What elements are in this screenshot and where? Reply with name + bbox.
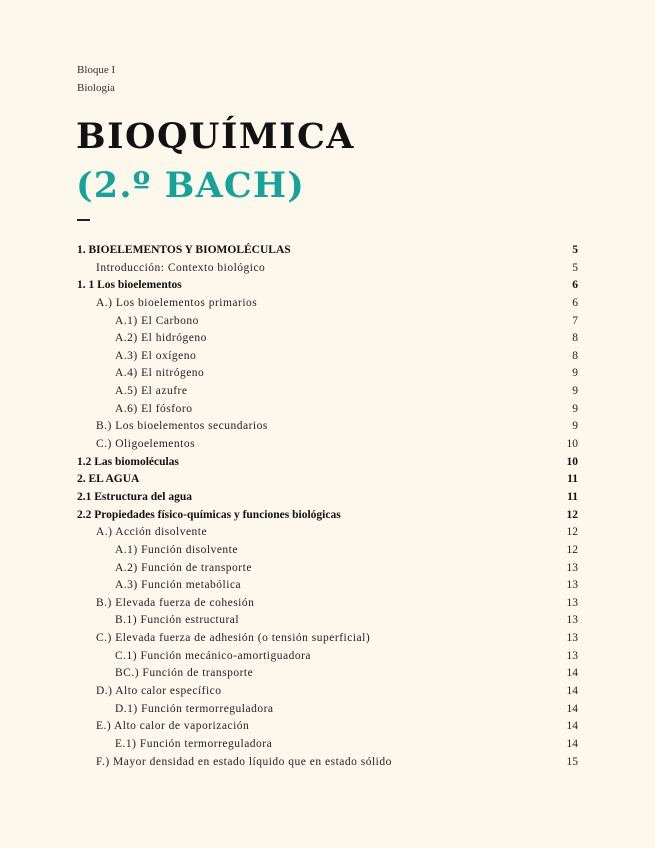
toc-entry[interactable] xyxy=(77,260,578,278)
toc-entry-page: 13 xyxy=(566,596,578,609)
toc-entry-page: 13 xyxy=(566,561,578,574)
toc-entry-page: 14 xyxy=(566,720,578,733)
page-header xyxy=(77,61,115,97)
toc-entry-page: 9 xyxy=(572,402,578,415)
toc-entry-label: A.2) Función de transporte xyxy=(115,561,252,574)
toc-entry-label: B.1) Función estructural xyxy=(115,614,240,627)
toc-entry[interactable] xyxy=(77,313,578,331)
toc-entry[interactable] xyxy=(77,436,578,454)
title-divider xyxy=(77,219,90,221)
toc-entry-label: E.) Alto calor de vaporización xyxy=(96,720,250,733)
toc-entry-page: 12 xyxy=(566,508,578,521)
toc-entry-page: 6 xyxy=(572,296,578,309)
toc-entry-label: 1. BIOELEMENTOS Y BIOMOLÉCULAS xyxy=(77,244,291,256)
table-of-contents xyxy=(77,242,578,771)
toc-entry-label: Introducción: Contexto biológico xyxy=(96,261,266,274)
toc-entry-label: C.) Elevada fuerza de adhesión (o tensión superficial) xyxy=(96,632,371,645)
toc-entry[interactable] xyxy=(77,295,578,313)
toc-entry-page: 7 xyxy=(572,314,578,327)
toc-entry-label: 2.2 Propiedades físico-químicas y funciones biológicas xyxy=(77,508,341,521)
toc-entry[interactable] xyxy=(77,383,578,401)
toc-entry-label: C.1) Función mecánico-amortiguadora xyxy=(115,649,312,662)
header-subject: Biología xyxy=(77,82,115,94)
document-title: BIOQUÍMICA xyxy=(76,116,355,157)
toc-entry[interactable] xyxy=(77,701,578,719)
toc-entry-label: B.) Elevada fuerza de cohesión xyxy=(96,596,255,609)
toc-entry-page: 12 xyxy=(566,543,578,556)
toc-entry-label: B.) Los bioelementos secundarios xyxy=(96,420,268,433)
toc-entry-label: F.) Mayor densidad en estado líquido que en estado sólido xyxy=(96,755,392,768)
toc-entry[interactable] xyxy=(77,401,578,419)
toc-entry-page: 13 xyxy=(566,632,578,645)
toc-entry-label: C.) Oligoelementos xyxy=(96,438,196,451)
toc-entry[interactable] xyxy=(77,330,578,348)
toc-entry-page: 11 xyxy=(567,473,578,486)
toc-entry-page: 14 xyxy=(566,667,578,680)
toc-entry-page: 9 xyxy=(572,367,578,380)
toc-entry[interactable] xyxy=(77,471,578,489)
toc-entry-page: 10 xyxy=(566,455,578,468)
toc-entry-page: 13 xyxy=(566,614,578,627)
toc-entry-page: 8 xyxy=(572,332,578,345)
toc-entry[interactable] xyxy=(77,612,578,630)
toc-entry-label: D.) Alto calor específico xyxy=(96,685,222,698)
toc-entry-page: 9 xyxy=(572,420,578,433)
toc-entry-page: 5 xyxy=(572,261,578,274)
toc-entry[interactable] xyxy=(77,718,578,736)
toc-entry[interactable] xyxy=(77,277,578,295)
toc-entry-page: 8 xyxy=(572,349,578,362)
toc-entry-label: BC.) Función de transporte xyxy=(115,667,254,680)
toc-entry-page: 6 xyxy=(572,279,578,292)
toc-entry-label: 2. EL AGUA xyxy=(77,473,140,486)
toc-entry-label: D.1) Función termorreguladora xyxy=(115,702,274,715)
toc-entry[interactable] xyxy=(77,542,578,560)
toc-entry-label: A.4) El nitrógeno xyxy=(115,367,205,380)
toc-entry[interactable] xyxy=(77,665,578,683)
toc-entry[interactable] xyxy=(77,507,578,525)
toc-entry-label: A.2) El hidrógeno xyxy=(115,332,207,345)
toc-entry[interactable] xyxy=(77,454,578,472)
toc-entry-label: 2.1 Estructura del agua xyxy=(77,490,192,503)
document-subtitle: (2.º BACH) xyxy=(76,165,306,206)
toc-entry-label: A.) Acción disolvente xyxy=(96,526,208,539)
toc-entry[interactable] xyxy=(77,348,578,366)
toc-entry-label: A.1) Función disolvente xyxy=(115,543,238,556)
toc-entry-page: 14 xyxy=(566,737,578,750)
toc-entry[interactable] xyxy=(77,242,578,260)
toc-entry-label: A.3) Función metabólica xyxy=(115,579,242,592)
toc-entry-label: 1.2 Las biomoléculas xyxy=(77,455,179,468)
toc-entry-page: 10 xyxy=(566,438,578,451)
toc-entry[interactable] xyxy=(77,489,578,507)
toc-entry[interactable] xyxy=(77,365,578,383)
toc-entry[interactable] xyxy=(77,560,578,578)
toc-entry[interactable] xyxy=(77,648,578,666)
toc-entry-label: A.3) El oxígeno xyxy=(115,349,197,362)
toc-entry-page: 5 xyxy=(572,244,578,256)
toc-entry[interactable] xyxy=(77,736,578,754)
toc-entry-label: A.) Los bioelementos primarios xyxy=(96,296,258,309)
toc-entry-page: 14 xyxy=(566,685,578,698)
toc-entry[interactable] xyxy=(77,595,578,613)
toc-entry-label: A.5) El azufre xyxy=(115,385,188,398)
toc-entry-page: 13 xyxy=(566,649,578,662)
toc-entry-page: 13 xyxy=(566,579,578,592)
toc-entry[interactable] xyxy=(77,754,578,772)
toc-entry[interactable] xyxy=(77,577,578,595)
toc-entry[interactable] xyxy=(77,683,578,701)
toc-entry[interactable] xyxy=(77,418,578,436)
toc-entry-page: 9 xyxy=(572,385,578,398)
toc-entry-page: 15 xyxy=(566,755,578,768)
toc-entry-page: 11 xyxy=(567,490,578,503)
toc-entry-label: A.6) El fósforo xyxy=(115,402,193,415)
toc-entry[interactable] xyxy=(77,630,578,648)
toc-entry-page: 12 xyxy=(566,526,578,539)
toc-entry-label: E.1) Función termorreguladora xyxy=(115,737,273,750)
toc-entry[interactable] xyxy=(77,524,578,542)
toc-entry-label: A.1) El Carbono xyxy=(115,314,199,327)
header-block: Bloque I xyxy=(77,64,116,76)
toc-entry-page: 14 xyxy=(566,702,578,715)
toc-entry-label: 1. 1 Los bioelementos xyxy=(77,279,182,292)
